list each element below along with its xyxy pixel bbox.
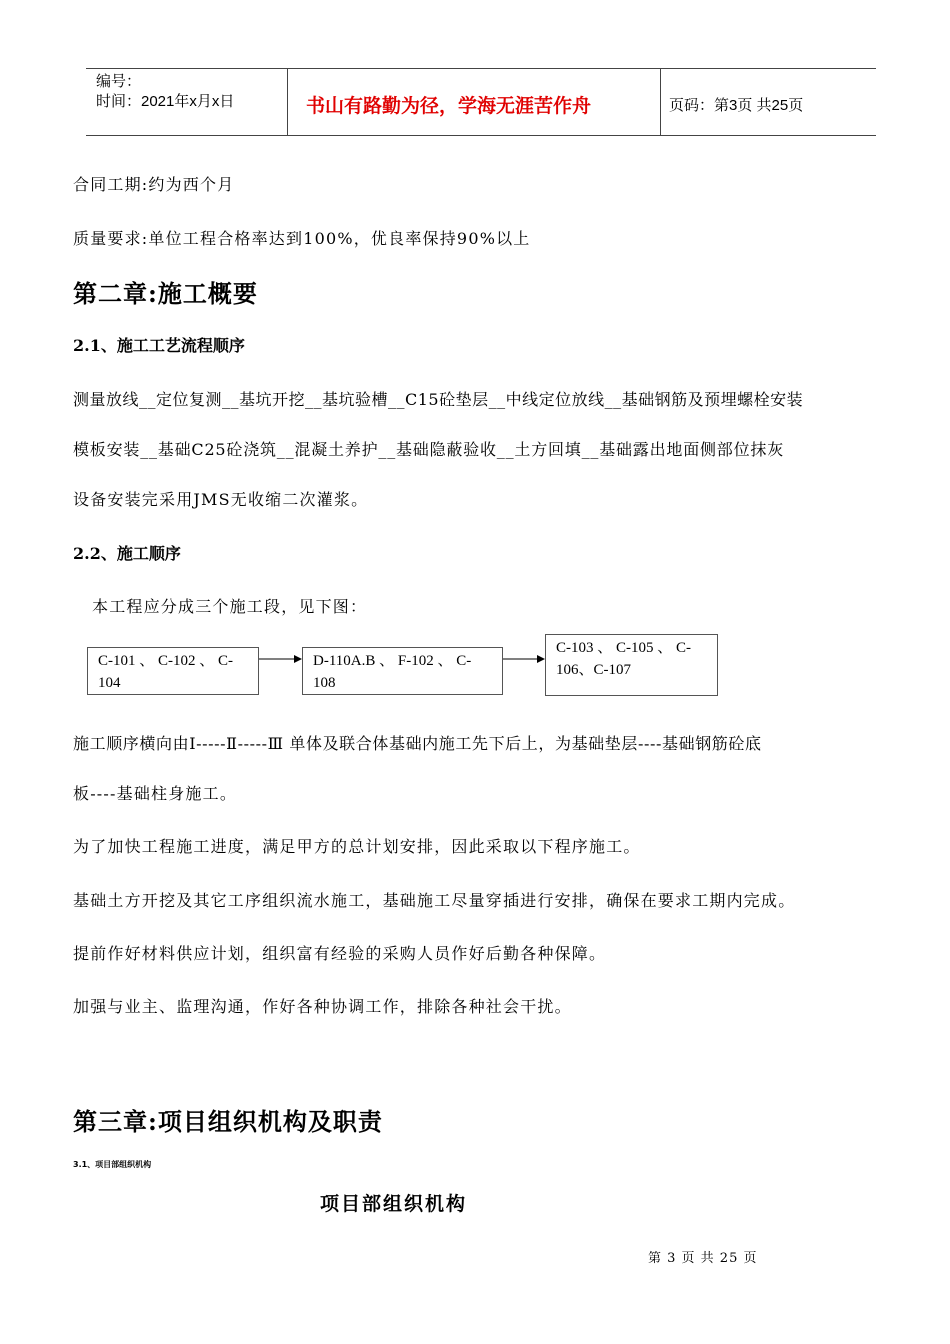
flow-box-segment-2: D-110A.B 、 F-102 、 C-108 bbox=[302, 647, 503, 695]
flow-box-segment-1: C-101 、 C-102 、 C-104 bbox=[87, 647, 259, 695]
header-number-label: 编号： bbox=[96, 73, 142, 90]
header-divider-2 bbox=[660, 68, 661, 135]
paragraph-2: 基础土方开挖及其它工序组织流水施工，基础施工尽量穿插进行安排，确保在要求工期内完成。 bbox=[73, 891, 796, 910]
header-time-label: 时间：2021年x月x日 bbox=[96, 93, 235, 110]
process-line-1: 测量放线__定位复测__基坑开挖__基坑验槽__C15砼垫层__中线定位放线__基础钢筋及预埋螺栓安装 bbox=[73, 390, 804, 409]
header-top-border bbox=[86, 68, 876, 69]
quality-requirement: 质量要求:单位工程合格率达到100%，优良率保持90%以上 bbox=[73, 229, 531, 248]
process-line-2: 模板安装__基础C25砼浇筑__混凝土养护__基础隐蔽验收__土方回填__基础露出地面侧部位抹灰 bbox=[73, 440, 785, 459]
section-2-2-title: 2.2、施工顺序 bbox=[73, 544, 181, 563]
chapter-3-title: 第三章:项目组织机构及职责 bbox=[73, 1107, 383, 1136]
order-line-1: 施工顺序横向由Ⅰ-----Ⅱ-----Ⅲ 单体及联合体基础内施工先下后上，为基础垫层----基础钢筋砼底 bbox=[73, 734, 762, 753]
paragraph-1: 为了加快工程施工进度，满足甲方的总计划安排，因此采取以下程序施工。 bbox=[73, 837, 641, 856]
chapter-2-title: 第二章:施工概要 bbox=[73, 279, 258, 308]
section-3-1-title: 3.1、项目部组织机构 bbox=[73, 1160, 152, 1169]
contract-period: 合同工期:约为西个月 bbox=[73, 175, 235, 194]
paragraph-4: 加强与业主、监理沟通，作好各种协调工作，排除各种社会干扰。 bbox=[73, 997, 572, 1016]
org-chart-title: 项目部组织机构 bbox=[320, 1193, 468, 1215]
header-motto: 书山有路勤为径，学海无涯苦作舟 bbox=[306, 95, 592, 117]
header-divider-1 bbox=[287, 68, 288, 135]
header-page-label: 页码：第3页 共25页 bbox=[669, 97, 804, 114]
flow-box-segment-3: C-103 、 C-105 、 C-106、C-107 bbox=[545, 634, 718, 696]
order-line-2: 板----基础柱身施工。 bbox=[73, 784, 238, 803]
flow-arrows bbox=[0, 630, 950, 710]
paragraph-3: 提前作好材料供应计划，组织富有经验的采购人员作好后勤各种保障。 bbox=[73, 944, 607, 963]
page-footer: 第 3 页 共 25 页 bbox=[648, 1251, 758, 1266]
process-line-3: 设备安装完采用JMS无收缩二次灌浆。 bbox=[73, 490, 369, 509]
header-bottom-border bbox=[86, 135, 876, 136]
section-2-1-title: 2.1、施工工艺流程顺序 bbox=[73, 336, 245, 355]
sequence-intro: 本工程应分成三个施工段，见下图： bbox=[92, 597, 368, 616]
